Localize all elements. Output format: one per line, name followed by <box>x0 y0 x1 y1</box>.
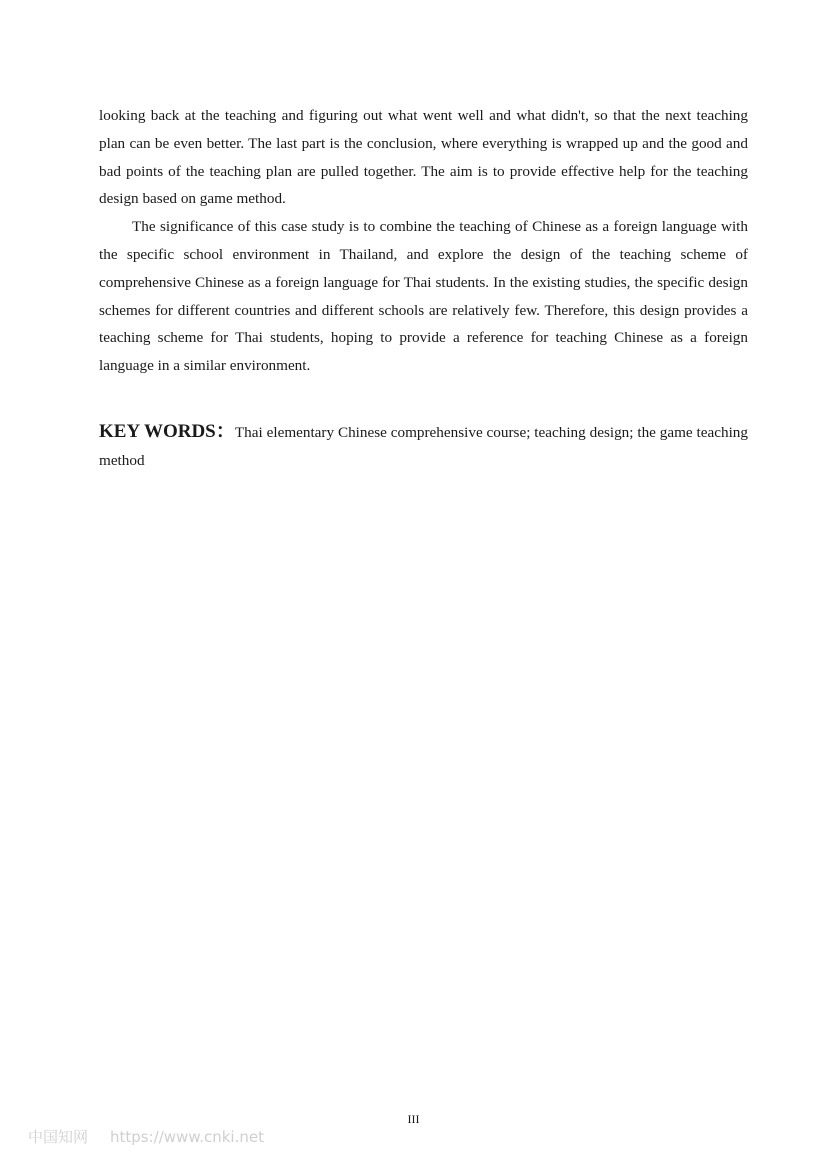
keywords-line <box>99 418 748 475</box>
page-number: III <box>407 1112 420 1126</box>
watermark-site-name: 中国知网 <box>28 1128 89 1146</box>
abstract-body <box>99 102 748 380</box>
watermark-url: https://www.cnki.net <box>110 1128 264 1146</box>
paragraph-significance: The significance of this case study is to combine the teaching of Chinese as a foreign language with the specific school environment in Thailand, and explore the design of the teaching scheme of comprehensive Chinese as a foreign language for Thai students. In the existing studies, the specific design schemes for different countries and different schools are relatively few. Therefore, this design provides a teaching scheme for Thai students, hoping to provide a reference for teaching Chinese as a foreign language in a similar environment. <box>99 218 748 375</box>
keywords-text: Thai elementary Chinese comprehensive course; teaching design; the game teaching method <box>99 424 748 469</box>
keywords-label: KEY WORDS： <box>99 421 235 442</box>
cnki-watermark <box>28 1126 286 1147</box>
paragraph-continuation: looking back at the teaching and figuring out what went well and what didn't, so that the next teaching plan can be even better. The last part is the conclusion, where everything is wrapped up and the good and bad points of the teaching plan are pulled together. The aim is to provide effective help for the teaching design based on game method. <box>99 107 748 208</box>
